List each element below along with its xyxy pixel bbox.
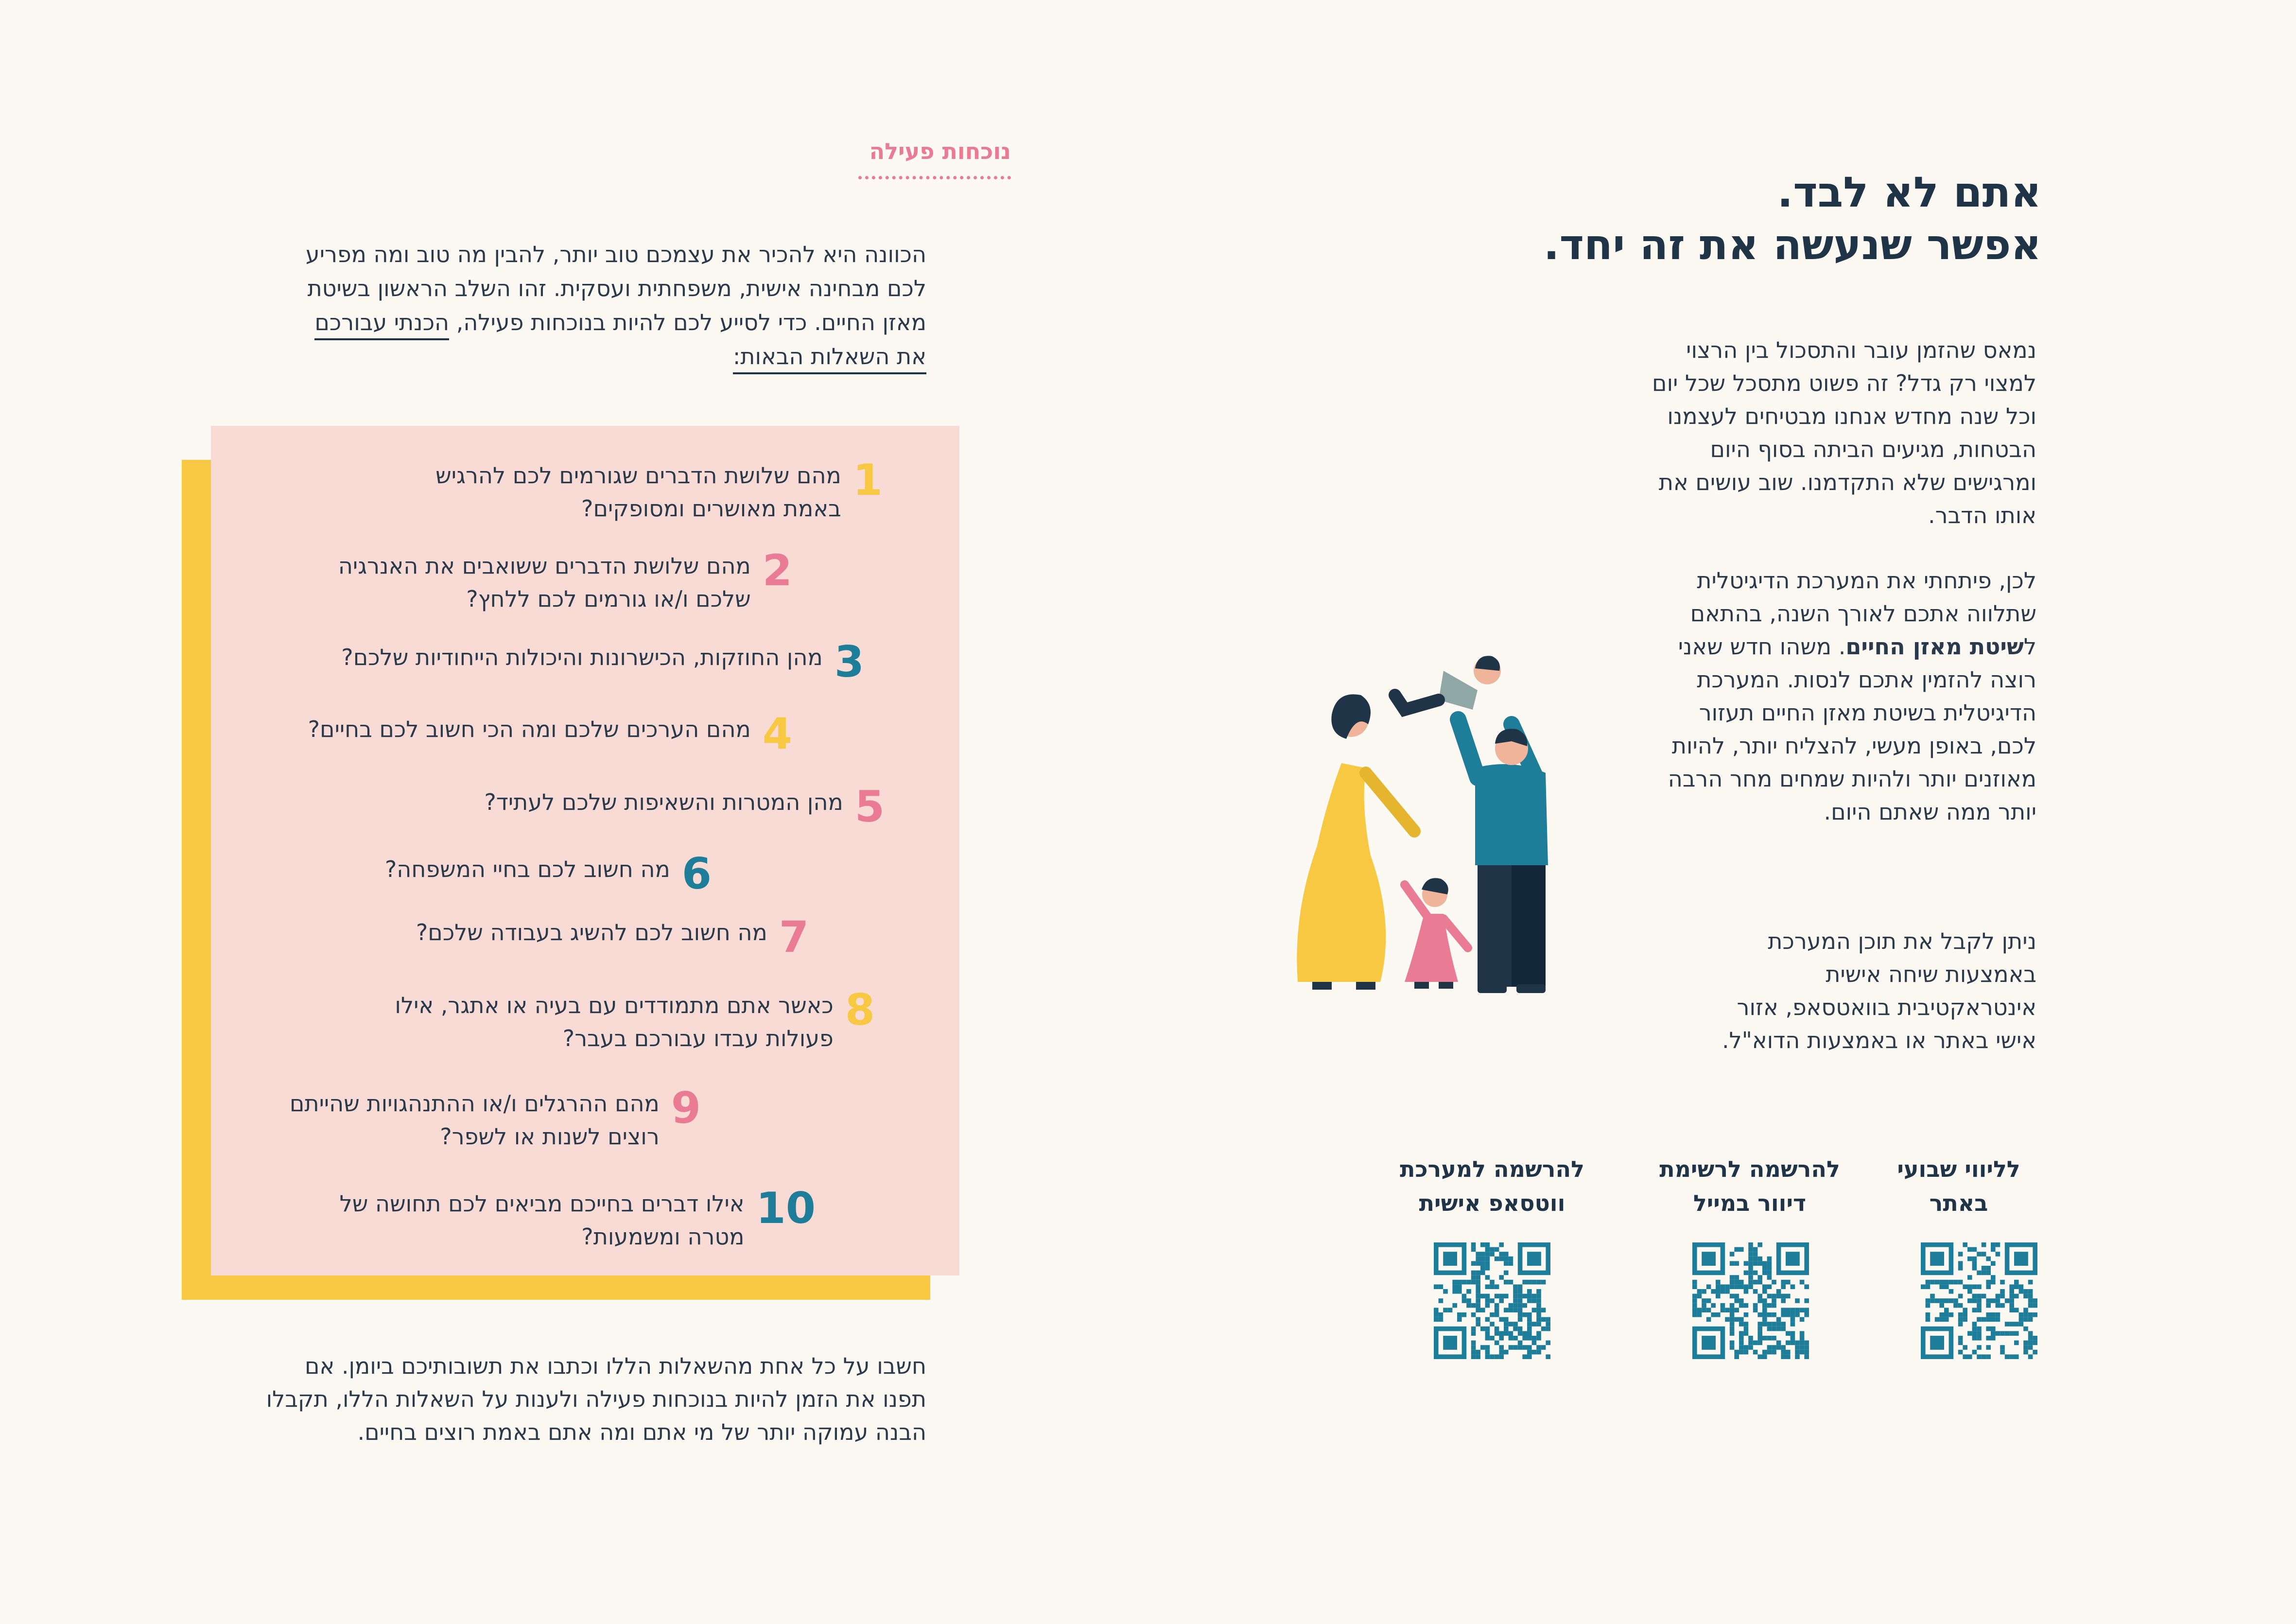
headline-line: אתם לא לבד. xyxy=(1777,168,2041,217)
section-tag: נוכחות פעילה xyxy=(858,138,1011,179)
question-3 xyxy=(341,637,864,687)
question-text: אילו דברים בחייכם מביאים לכם תחושה של מטרה ומשמעות? xyxy=(339,1190,745,1250)
intro-line xyxy=(262,339,926,373)
question-10 xyxy=(339,1183,816,1253)
outro-line: חשבו על כל אחת מהשאלות הללו וכתבו את תשובותיכם ביומן. אם xyxy=(305,1353,926,1379)
daughter-figure xyxy=(1405,878,1468,989)
qr-code-icon[interactable] xyxy=(1434,1242,1550,1359)
qr-label: לליווי שבועי xyxy=(1897,1156,2020,1182)
paragraph-frustration: נמאס שהזמן עובר והתסכול בין הרצוי למצוי רק גדל? זה פשוט מתסכל שכל יום וכל שנה מחדש אנחנו מבטיחים לעצמנו הבטחות, מגיעים הביתה בסוף היום ומרגישים שלא התקדמנו. שוב עושים את אותו הדבר. xyxy=(1652,337,2036,528)
qr-label: ווטסאפ אישית xyxy=(1419,1190,1565,1216)
question-2 xyxy=(338,545,792,615)
intro-paragraph xyxy=(262,237,926,373)
question-number: 6 xyxy=(681,849,712,899)
question-number: 7 xyxy=(779,912,809,962)
baby-figure xyxy=(1395,656,1501,710)
intro-underlined-text: הכנתי עבורכם xyxy=(314,309,449,340)
question-number: 9 xyxy=(671,1083,701,1133)
question-text: מה חשוב לכם בחיי המשפחה? xyxy=(384,856,670,882)
question-4 xyxy=(308,709,792,759)
question-number: 5 xyxy=(854,782,885,832)
outro-line: תפנו את הזמן להיות בנוכחות פעילה ולענות על השאלות הללו, תקבלו xyxy=(266,1386,926,1412)
qr-code-icon[interactable] xyxy=(1692,1242,1809,1359)
question-text: מהן המטרות והשאיפות שלכם לעתיד? xyxy=(484,789,843,815)
family-illustration xyxy=(1283,642,1594,1060)
qr-weekly-site[interactable] xyxy=(1857,1152,2061,1220)
question-text: כאשר אתם מתמודדים עם בעיה או אתגר, אילו פעולות עבדו עבורכם בעבר? xyxy=(395,992,834,1051)
qr-code-icon[interactable] xyxy=(1921,1242,2037,1359)
paragraph-channels: ניתן לקבל את תוכן המערכת באמצעות שיחה אישית אינטראקטיבית בוואטסאפ, אזור אישי באתר או באמצעות הדוא"ל. xyxy=(1722,928,2036,1053)
question-number: 3 xyxy=(834,637,864,687)
qr-label: להרשמה לרשימת xyxy=(1659,1156,1840,1182)
question-number: 10 xyxy=(756,1183,816,1233)
question-number: 4 xyxy=(762,709,792,759)
qr-email-list[interactable] xyxy=(1648,1152,1852,1220)
intro-line: הכוונה היא להכיר את עצמכם טוב יותר, להבין מה טוב ומה מפריע xyxy=(305,241,926,267)
qr-label: להרשמה למערכת xyxy=(1400,1156,1584,1182)
qr-whatsapp[interactable] xyxy=(1390,1152,1594,1220)
headline-line: אפשר שנעשה את זה יחד. xyxy=(1543,221,2041,269)
question-text: מהם הערכים שלכם ומה הכי חשוב לכם בחיים? xyxy=(308,716,751,742)
outro-line: הבנה עמוקה יותר של מי אתם ומה אתם באמת רוצים בחיים. xyxy=(357,1419,926,1445)
intro-line: לכם מבחינה אישית, משפחתית ועסקית. זהו השלב הראשון בשיטת xyxy=(307,275,926,301)
intro-underlined-text: את השאלות הבאות: xyxy=(733,343,926,374)
intro-line xyxy=(262,305,926,339)
question-1 xyxy=(435,455,883,525)
question-7 xyxy=(416,912,809,962)
question-number: 8 xyxy=(845,985,875,1035)
question-8 xyxy=(395,985,875,1055)
question-6 xyxy=(384,849,712,899)
father-figure xyxy=(1458,719,1548,993)
question-5 xyxy=(484,782,885,832)
question-number: 2 xyxy=(762,545,792,595)
question-number: 1 xyxy=(852,455,883,505)
outro-paragraph xyxy=(233,1349,926,1449)
question-text: מהן החוזקות, הכישרונות והיכולות הייחודיות שלכם? xyxy=(341,644,823,670)
headline xyxy=(1487,166,2041,271)
method-name: שיטת מאזן החיים xyxy=(1845,633,2024,660)
qr-label: באתר xyxy=(1929,1190,1988,1216)
question-text: מהם שלושת הדברים שגורמים לכם להרגיש באמת מאושרים ומסופקים? xyxy=(435,462,841,522)
question-text: מה חשוב לכם להשיג בעבודה שלכם? xyxy=(416,919,767,945)
mother-figure xyxy=(1297,694,1414,990)
question-9 xyxy=(289,1083,701,1153)
qr-label: דיוור במייל xyxy=(1693,1190,1807,1216)
intro-text: מאזן החיים. כדי לסייע לכם להיות בנוכחות פעילה, xyxy=(449,309,926,335)
question-text: מהם שלושת הדברים ששואבים את האנרגיה שלכם ו/או גורמים לכם ללחץ? xyxy=(338,553,751,612)
question-text: מהם ההרגלים ו/או ההתנהגויות שהייתם רוצים לשנות או לשפר? xyxy=(289,1090,660,1150)
paragraph-digital-system: לכן, פיתחתי את המערכת הדיגיטלית שתלווה אתכם לאורך השנה, בהתאם לשיטת מאזן החיים. משהו חדש שאני רוצה להזמין אתכם לנסות. המערכת הדיגיטלית בשיטת מאזן החיים תעזור לכם, באופן מעשי, להצליח יותר, להיות מאוזנים יותר ולהיות שמחים מחר הרבה יותר ממה שאתם היום. xyxy=(1668,567,2036,825)
